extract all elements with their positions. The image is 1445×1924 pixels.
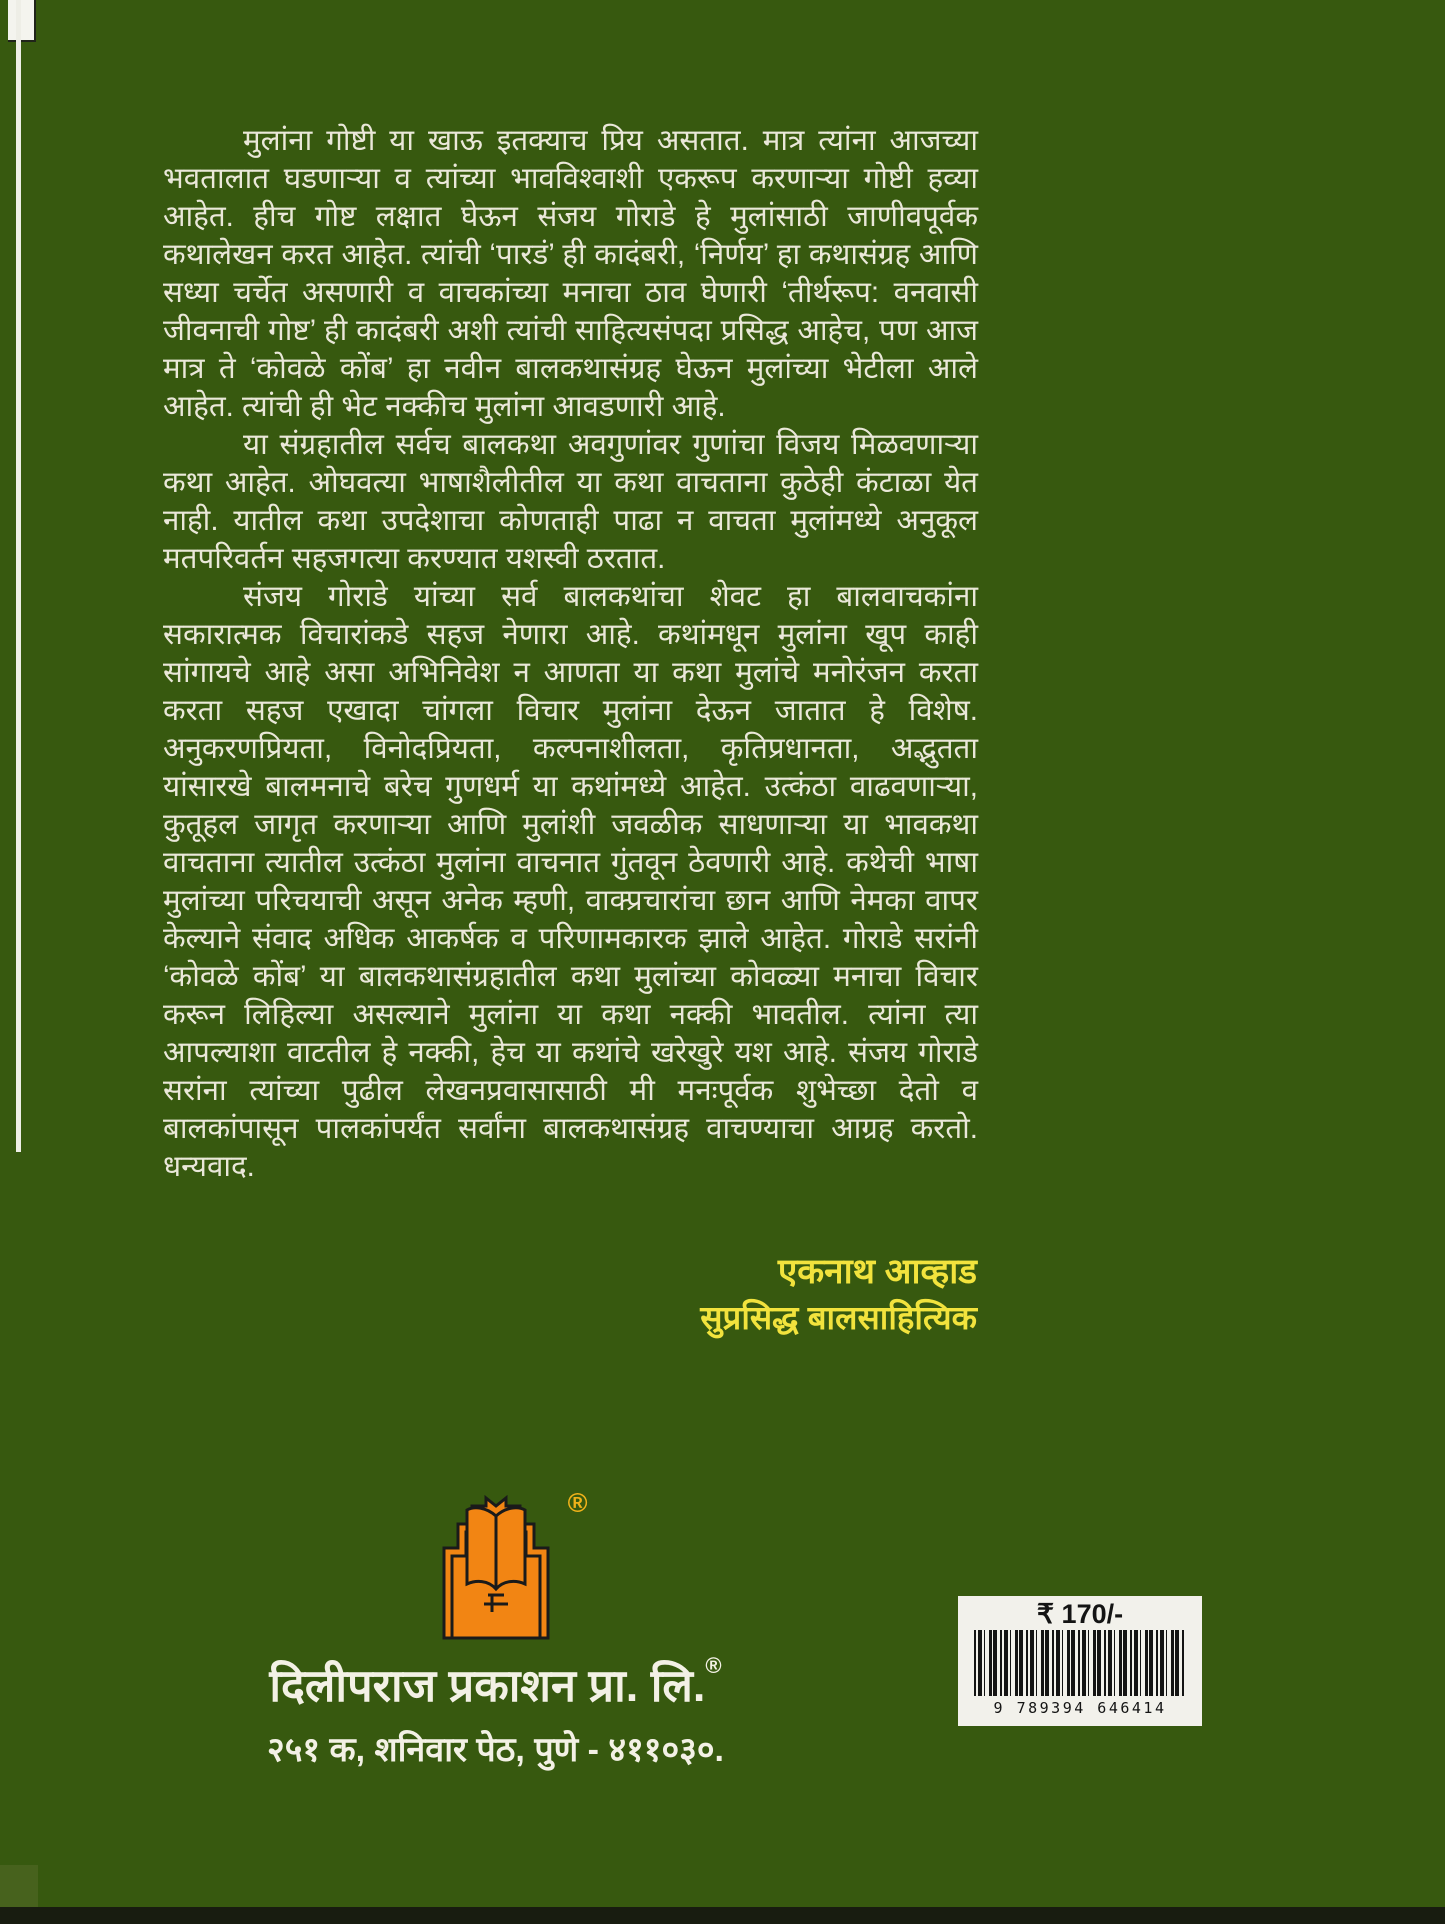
scan-bottom-left-patch (0, 1865, 38, 1907)
open-book-logo-icon (434, 1492, 558, 1640)
review-text-block (163, 122, 978, 1186)
publisher-name: दिलीपराज प्रकाशन प्रा. लि.® (269, 1653, 722, 1711)
scan-corner-artifact (8, 0, 36, 42)
logo-registered-mark-icon: ® (567, 1488, 588, 1518)
review-paragraph-2: या संग्रहातील सर्वच बालकथा अवगुणांवर गुणांचा विजय मिळवणाऱ्या कथा आहेत. ओघवत्या भाषाशैलीतील या कथा वाचताना कुठेही कंटाळा येत नाही. यातील कथा उपदेशाचा कोणताही पाढा न वाचता मुलांमध्ये अनुकूल मतपरिवर्तन सहजगत्या करण्यात यशस्वी ठरतात. (163, 428, 978, 575)
reviewer-signature (700, 1248, 977, 1340)
scan-bottom-bar-artifact (0, 1907, 1445, 1924)
reviewer-name: एकनाथ आव्हाड (777, 1252, 977, 1291)
review-paragraph-1: मुलांना गोष्टी या खाऊ इतक्याच प्रिय असतात. मात्र त्यांना आजच्या भवतालात घडणाऱ्या व त्यांच्या भावविश्वाशी एकरूप करणाऱ्या गोष्टी हव्या आहेत. हीच गोष्ट लक्षात घेऊन संजय गोराडे हे मुलांसाठी जाणीवपूर्वक कथालेखन करत आहेत. त्यांची ‘पारडं’ ही कादंबरी, ‘निर्णय’ हा कथासंग्रह आणि सध्या चर्चेत असणारी व वाचकांच्या मनाचा ठाव घेणारी ‘तीर्थरूप: वनवासी जीवनाची गोष्ट’ ही कादंबरी अशी त्यांची साहित्यसंपदा प्रसिद्ध आहेच, पण आज मात्र ते ‘कोवळे कोंब’ हा नवीन बालकथासंग्रह घेऊन मुलांच्या भेटीला आले आहेत. त्यांची ही भेट नक्कीच मुलांना आवडणारी आहे. (163, 124, 978, 423)
review-paragraph-3: संजय गोराडे यांच्या सर्व बालकथांचा शेवट हा बालवाचकांना सकारात्मक विचारांकडे सहज नेणारा आहे. कथांमधून मुलांना खूप काही सांगायचे आहे असा अभिनिवेश न आणता या कथा मुलांचे मनोरंजन करता करता सहज एखादा चांगला विचार मुलांना देऊन जातात हे विशेष. अनुकरणप्रियता, विनोदप्रियता, कल्पनाशीलता, कृतिप्रधानता, अद्भुतता यांसारखे बालमनाचे बरेच गुणधर्म या कथांमध्ये आहेत. उत्कंठा वाढवणाऱ्या, कुतूहल जागृत करणाऱ्या आणि मुलांशी जवळीक साधणाऱ्या या भावकथा वाचताना त्यातील उत्कंठा मुलांना वाचनात गुंतवून ठेवणारी आहे. कथेची भाषा मुलांच्या परिचयाची असून अनेक म्हणी, वाक्प्रचारांचा छान आणि नेमका वापर केल्याने संवाद अधिक आकर्षक व परिणामकारक झाले आहेत. गोराडे सरांनी ‘कोवळे कोंब’ या बालकथासंग्रहातील कथा मुलांच्या कोवळ्या मनाचा विचार करून लिहिल्या असल्याने मुलांना या कथा नक्की भावतील. त्यांना त्या आपल्याशा वाटतील हे नक्की, हेच या कथांचे खरेखुरे यश आहे. संजय गोराडे सरांना त्यांच्या पुढील लेखनप्रवासासाठी मी मनःपूर्वक शुभेच्छा देतो व बालकांपासून पालकांपर्यंत सर्वांना बालकथासंग्रह वाचण्याचा आग्रह करतो. धन्यवाद. (163, 580, 978, 1183)
barcode-label (958, 1596, 1202, 1726)
price-text: ₹ 170/- (1036, 1599, 1124, 1629)
reviewer-title: सुप्रसिद्ध बालसाहित्यिक (700, 1299, 977, 1336)
barcode-bars-icon (974, 1630, 1186, 1696)
barcode-isbn-digits: 9 789394 646414 (993, 1699, 1167, 1717)
publisher-logo (434, 1488, 588, 1645)
publisher-address: २५१ क, शनिवार पेठ, पुणे - ४११०३०. (267, 1731, 724, 1769)
publisher-block (238, 1488, 753, 1771)
publisher-registered-mark-icon: ® (705, 1653, 722, 1678)
scan-left-strip-artifact (16, 0, 21, 1152)
